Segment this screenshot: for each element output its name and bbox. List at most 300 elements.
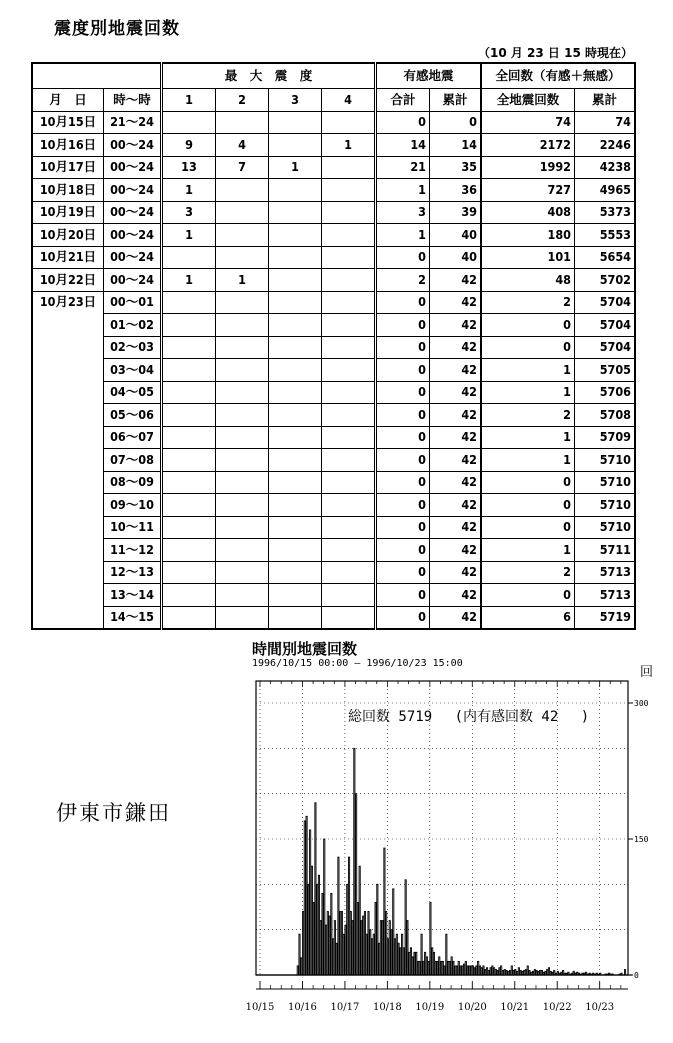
bar xyxy=(497,970,498,975)
bar xyxy=(536,970,537,975)
x-tick-label: 10/21 xyxy=(500,1002,530,1013)
row-felt-cum: 42 xyxy=(430,291,482,314)
x-tick-label: 10/17 xyxy=(330,1002,360,1013)
bar xyxy=(515,970,516,975)
bar xyxy=(394,939,395,975)
row-time: 03～04 xyxy=(104,359,162,382)
row-felt-cum: 36 xyxy=(430,179,482,202)
bar xyxy=(331,893,332,975)
bar xyxy=(525,970,526,975)
max-intensity-header: 最 大 震 度 xyxy=(162,63,376,89)
bar xyxy=(455,966,456,975)
col-header-total: 全地震回数 xyxy=(481,89,575,112)
bar xyxy=(430,902,431,975)
row-total-cum: 5719 xyxy=(575,606,636,629)
location-label: 伊東市鎌田 xyxy=(56,801,171,825)
bar xyxy=(419,961,420,975)
bar xyxy=(458,961,459,975)
bar xyxy=(435,961,436,975)
bar xyxy=(379,943,380,975)
bar xyxy=(472,966,473,975)
bar xyxy=(308,884,309,975)
bar xyxy=(304,821,305,975)
bar xyxy=(474,968,475,975)
bar xyxy=(306,816,307,975)
y-tick-label: 150 xyxy=(634,835,649,844)
row-time: 13～14 xyxy=(104,584,162,607)
row-felt-cum: 35 xyxy=(430,156,482,179)
bar xyxy=(495,970,496,975)
bar xyxy=(485,970,486,975)
row-felt-cum: 42 xyxy=(430,471,482,494)
col-header-date: 月 日 xyxy=(32,89,104,112)
row-total: 0 xyxy=(481,516,575,539)
col-header-felt: 合計 xyxy=(376,89,430,112)
bar xyxy=(465,961,466,975)
row-felt: 0 xyxy=(376,584,430,607)
bar xyxy=(386,912,387,975)
bar xyxy=(548,968,549,975)
col-header-i1: 1 xyxy=(162,89,216,112)
col-header-i3: 3 xyxy=(269,89,322,112)
bar xyxy=(317,884,318,975)
row-date: 10月17日 xyxy=(32,156,104,179)
bar xyxy=(310,830,311,975)
bar xyxy=(432,948,433,975)
row-felt: 0 xyxy=(376,471,430,494)
row-total-cum: 5709 xyxy=(575,426,636,449)
bar xyxy=(334,921,335,975)
bar xyxy=(393,889,394,975)
bar xyxy=(345,925,346,975)
x-tick-label: 10/20 xyxy=(457,1002,487,1013)
bar xyxy=(391,930,392,975)
x-tick-label: 10/22 xyxy=(542,1002,572,1013)
row-felt: 14 xyxy=(376,134,430,157)
bar xyxy=(453,961,454,975)
y-tick-label: 300 xyxy=(634,699,649,708)
row-felt-cum: 42 xyxy=(430,426,482,449)
row-felt-cum: 42 xyxy=(430,269,482,292)
felt-header: 有感地震 xyxy=(376,63,482,89)
row-intensity-1: 13 xyxy=(162,156,216,179)
row-time: 14～15 xyxy=(104,606,162,629)
bar xyxy=(347,884,348,975)
bar xyxy=(354,748,355,975)
bar xyxy=(322,893,323,975)
row-total-cum: 5713 xyxy=(575,561,636,584)
bar xyxy=(320,921,321,975)
bar xyxy=(402,934,403,975)
row-felt-cum: 42 xyxy=(430,381,482,404)
row-total: 2 xyxy=(481,561,575,584)
row-time: 00～24 xyxy=(104,156,162,179)
row-felt-cum: 42 xyxy=(430,359,482,382)
bar xyxy=(460,966,461,975)
row-felt: 0 xyxy=(376,336,430,359)
row-time: 05～06 xyxy=(104,404,162,427)
row-felt: 0 xyxy=(376,246,430,269)
row-total: 727 xyxy=(481,179,575,202)
bar xyxy=(366,934,367,975)
row-total-cum: 5711 xyxy=(575,539,636,562)
bar xyxy=(547,970,548,975)
row-felt: 21 xyxy=(376,156,430,179)
row-total-cum: 5713 xyxy=(575,584,636,607)
row-felt: 0 xyxy=(376,606,430,629)
row-intensity-1: 3 xyxy=(162,201,216,224)
bar xyxy=(403,948,404,975)
row-felt: 1 xyxy=(376,224,430,247)
row-total: 0 xyxy=(481,584,575,607)
row-total: 48 xyxy=(481,269,575,292)
row-felt: 0 xyxy=(376,516,430,539)
row-total: 1 xyxy=(481,359,575,382)
bar xyxy=(479,966,480,975)
row-total: 0 xyxy=(481,471,575,494)
bar xyxy=(624,970,625,975)
bar xyxy=(417,961,418,975)
bar xyxy=(520,970,521,975)
bar xyxy=(442,961,443,975)
row-felt-cum: 42 xyxy=(430,561,482,584)
bar xyxy=(509,970,510,975)
bar xyxy=(410,948,411,975)
bar xyxy=(513,970,514,975)
bar xyxy=(414,952,415,975)
bar xyxy=(416,952,417,975)
bar xyxy=(409,952,410,975)
row-total-cum: 5553 xyxy=(575,224,636,247)
row-total: 0 xyxy=(481,336,575,359)
bar xyxy=(380,921,381,975)
row-time: 00～24 xyxy=(104,134,162,157)
total-header: 全回数（有感＋無感） xyxy=(481,63,635,89)
bar xyxy=(444,966,445,975)
bar xyxy=(425,952,426,975)
row-felt-cum: 42 xyxy=(430,516,482,539)
bar xyxy=(492,966,493,975)
row-total: 101 xyxy=(481,246,575,269)
row-intensity-2: 4 xyxy=(216,134,269,157)
row-total-cum: 5710 xyxy=(575,516,636,539)
bar xyxy=(563,970,564,975)
bar xyxy=(350,912,351,975)
row-total: 1 xyxy=(481,381,575,404)
bar xyxy=(405,880,406,975)
row-total-cum: 5708 xyxy=(575,404,636,427)
bar xyxy=(356,794,357,975)
bar xyxy=(439,957,440,975)
row-felt: 0 xyxy=(376,291,430,314)
bar xyxy=(371,939,372,975)
x-tick-label: 10/23 xyxy=(585,1002,615,1013)
row-total-cum: 5710 xyxy=(575,494,636,517)
row-total: 2 xyxy=(481,404,575,427)
bar xyxy=(462,966,463,975)
bar xyxy=(340,912,341,975)
x-tick-label: 10/18 xyxy=(372,1002,402,1013)
bar xyxy=(318,875,319,975)
row-total-cum: 4238 xyxy=(575,156,636,179)
row-total: 2172 xyxy=(481,134,575,157)
col-header-time: 時～時 xyxy=(104,89,162,112)
row-date: 10月19日 xyxy=(32,201,104,224)
bar xyxy=(421,934,422,975)
bar xyxy=(433,952,434,975)
bar xyxy=(471,966,472,975)
bar xyxy=(341,912,342,975)
bar xyxy=(524,970,525,975)
bar xyxy=(483,966,484,975)
row-felt: 0 xyxy=(376,494,430,517)
row-total: 1 xyxy=(481,449,575,472)
row-total-cum: 5710 xyxy=(575,449,636,472)
row-total-cum: 5702 xyxy=(575,269,636,292)
bar xyxy=(363,916,364,975)
bar xyxy=(511,966,512,975)
bar xyxy=(534,970,535,975)
x-tick-label: 10/16 xyxy=(288,1002,317,1013)
bar xyxy=(518,968,519,975)
row-total: 1 xyxy=(481,426,575,449)
bar xyxy=(348,857,349,975)
bar xyxy=(333,939,334,975)
bar xyxy=(387,939,388,975)
bar xyxy=(325,925,326,975)
row-intensity-1: 1 xyxy=(162,179,216,202)
row-total-cum: 5704 xyxy=(575,314,636,337)
row-total: 1 xyxy=(481,539,575,562)
bar xyxy=(382,921,383,975)
bar xyxy=(370,930,371,975)
row-felt-cum: 42 xyxy=(430,584,482,607)
page-title: 震度別地震回数 xyxy=(54,19,180,39)
bar xyxy=(478,961,479,975)
chart-y-unit: 回 xyxy=(640,665,654,680)
x-tick-label: 10/19 xyxy=(415,1002,445,1013)
row-total-cum: 5706 xyxy=(575,381,636,404)
bar xyxy=(297,966,298,975)
x-tick-label: 10/15 xyxy=(245,1002,275,1013)
bar xyxy=(449,961,450,975)
y-tick-label: 0 xyxy=(634,971,639,980)
row-total: 408 xyxy=(481,201,575,224)
row-time: 00～01 xyxy=(104,291,162,314)
row-intensity-1: 1 xyxy=(162,224,216,247)
col-header-i4: 4 xyxy=(322,89,376,112)
row-felt: 0 xyxy=(376,561,430,584)
row-date: 10月18日 xyxy=(32,179,104,202)
row-felt-cum: 42 xyxy=(430,336,482,359)
bar xyxy=(481,968,482,975)
row-felt-cum: 42 xyxy=(430,449,482,472)
row-total-cum: 5654 xyxy=(575,246,636,269)
bar xyxy=(398,943,399,975)
row-time: 00～24 xyxy=(104,246,162,269)
row-total-cum: 5373 xyxy=(575,201,636,224)
row-total: 6 xyxy=(481,606,575,629)
row-total-cum: 5704 xyxy=(575,291,636,314)
row-intensity-1: 1 xyxy=(162,269,216,292)
col-header-i2: 2 xyxy=(216,89,269,112)
row-felt: 2 xyxy=(376,269,430,292)
row-time: 21～24 xyxy=(104,111,162,134)
bar xyxy=(451,957,452,975)
row-felt-cum: 42 xyxy=(430,539,482,562)
row-felt: 0 xyxy=(376,381,430,404)
bar xyxy=(456,966,457,975)
row-felt-cum: 40 xyxy=(430,246,482,269)
row-date: 10月16日 xyxy=(32,134,104,157)
bar xyxy=(527,966,528,975)
row-felt-cum: 14 xyxy=(430,134,482,157)
row-time: 06～07 xyxy=(104,426,162,449)
row-time: 04～05 xyxy=(104,381,162,404)
row-total-cum: 5704 xyxy=(575,336,636,359)
row-felt: 0 xyxy=(376,449,430,472)
bar xyxy=(463,964,464,975)
row-felt: 0 xyxy=(376,314,430,337)
bar xyxy=(352,921,353,975)
row-time: 01～02 xyxy=(104,314,162,337)
col-header-total-cum: 累計 xyxy=(575,89,636,112)
row-felt: 1 xyxy=(376,179,430,202)
row-total-cum: 5710 xyxy=(575,471,636,494)
bar xyxy=(359,866,360,975)
row-date: 10月21日 xyxy=(32,246,104,269)
bar xyxy=(506,970,507,975)
bar xyxy=(311,866,312,975)
row-felt: 0 xyxy=(376,359,430,382)
bar xyxy=(396,934,397,975)
row-time: 02～03 xyxy=(104,336,162,359)
row-felt-cum: 42 xyxy=(430,606,482,629)
row-felt: 0 xyxy=(376,539,430,562)
row-felt: 0 xyxy=(376,404,430,427)
row-total-cum: 4965 xyxy=(575,179,636,202)
row-time: 00～24 xyxy=(104,224,162,247)
bar xyxy=(426,957,427,975)
row-time: 10～11 xyxy=(104,516,162,539)
row-time: 11～12 xyxy=(104,539,162,562)
bar xyxy=(469,966,470,975)
bar xyxy=(529,970,530,975)
bar xyxy=(361,921,362,975)
bar xyxy=(357,902,358,975)
bar xyxy=(423,961,424,975)
bar xyxy=(407,921,408,975)
bar xyxy=(400,948,401,975)
row-time: 00～24 xyxy=(104,269,162,292)
bar xyxy=(373,934,374,975)
row-date: 10月23日 xyxy=(32,291,104,629)
row-felt-cum: 42 xyxy=(430,404,482,427)
row-date: 10月22日 xyxy=(32,269,104,292)
bar xyxy=(490,968,491,975)
bar xyxy=(324,839,325,975)
row-felt-cum: 42 xyxy=(430,314,482,337)
bar xyxy=(364,912,365,975)
row-total-cum: 5705 xyxy=(575,359,636,382)
bar xyxy=(486,968,487,975)
bar xyxy=(502,970,503,975)
row-felt-cum: 42 xyxy=(430,494,482,517)
row-total: 1992 xyxy=(481,156,575,179)
bar xyxy=(313,902,314,975)
row-total-cum: 2246 xyxy=(575,134,636,157)
bar xyxy=(476,966,477,975)
bar xyxy=(301,958,302,975)
bar xyxy=(501,966,502,975)
row-time: 12～13 xyxy=(104,561,162,584)
col-header-felt-cum: 累計 xyxy=(430,89,482,112)
row-time: 00～24 xyxy=(104,179,162,202)
row-felt: 3 xyxy=(376,201,430,224)
row-time: 08～09 xyxy=(104,471,162,494)
chart-subtitle: 1996/10/15 00:00 ― 1996/10/23 15:00 xyxy=(252,658,463,669)
bar xyxy=(488,970,489,975)
row-total: 74 xyxy=(481,111,575,134)
bar xyxy=(389,921,390,975)
bar xyxy=(440,961,441,975)
row-intensity-4: 1 xyxy=(322,134,376,157)
row-time: 09～10 xyxy=(104,494,162,517)
bar xyxy=(412,957,413,975)
row-total: 180 xyxy=(481,224,575,247)
as-of-note: （10 月 23 日 15 時現在） xyxy=(478,46,633,60)
bar xyxy=(540,970,541,975)
row-felt: 0 xyxy=(376,426,430,449)
row-total-cum: 74 xyxy=(575,111,636,134)
bar xyxy=(302,912,303,975)
row-time: 07～08 xyxy=(104,449,162,472)
row-felt-cum: 0 xyxy=(430,111,482,134)
row-intensity-2: 7 xyxy=(216,156,269,179)
row-total: 0 xyxy=(481,314,575,337)
row-total: 2 xyxy=(481,291,575,314)
bar xyxy=(336,943,337,975)
chart-annotation: 総回数 5719 (内有感回数 42 ) xyxy=(348,709,590,725)
bar xyxy=(315,803,316,975)
row-intensity-2: 1 xyxy=(216,269,269,292)
row-felt-cum: 39 xyxy=(430,201,482,224)
row-date: 10月15日 xyxy=(32,111,104,134)
bar xyxy=(554,970,555,975)
bar xyxy=(448,961,449,975)
bar xyxy=(467,966,468,975)
bar xyxy=(377,884,378,975)
bar xyxy=(368,912,369,975)
bar xyxy=(338,857,339,975)
bar xyxy=(446,934,447,975)
row-felt-cum: 40 xyxy=(430,224,482,247)
bar xyxy=(327,912,328,975)
row-intensity-1: 9 xyxy=(162,134,216,157)
bar xyxy=(437,961,438,975)
row-felt: 0 xyxy=(376,111,430,134)
bar xyxy=(329,916,330,975)
bar xyxy=(499,968,500,975)
bar xyxy=(541,970,542,975)
chart-title: 時間別地震回数 xyxy=(252,640,358,658)
bar xyxy=(428,961,429,975)
bar xyxy=(375,902,376,975)
row-date: 10月20日 xyxy=(32,224,104,247)
bar xyxy=(384,848,385,975)
row-intensity-3: 1 xyxy=(269,156,322,179)
row-total: 0 xyxy=(481,494,575,517)
